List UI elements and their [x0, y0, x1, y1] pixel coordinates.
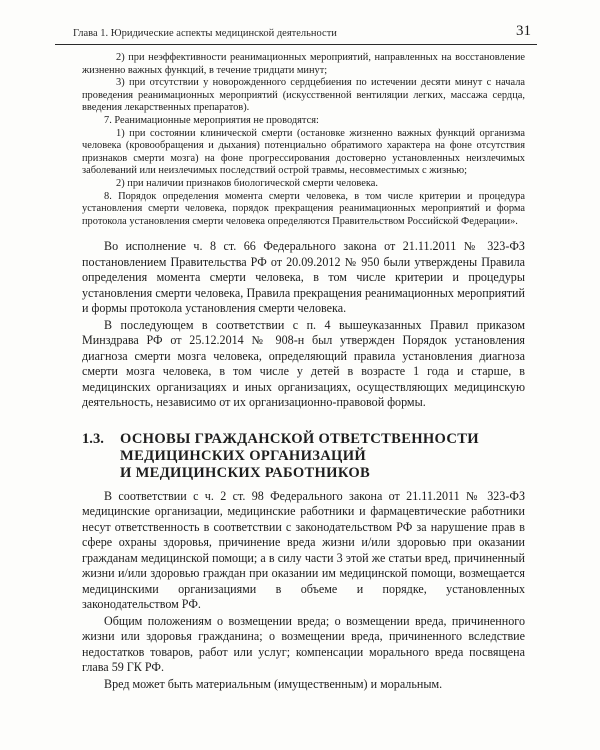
quote-paragraph: 2) при неэффективности реанимационных мероприятий, направленных на восстановление жизненно важных функций, в течение тридцати минут; [82, 52, 525, 76]
section-title-line: МЕДИЦИНСКИХ ОРГАНИЗАЦИЙ [120, 447, 367, 464]
quote-paragraph: 1) при состоянии клинической смерти (остановке жизненно важных функций организма человека (кровообращения и дыхания) потенциально обратимого характера на фоне отсутствия признаков смерти мозга) на фоне прогрессирования достоверно установленных неизлечимых заболеваний или неизлечимых последствий острой травмы, несовместимых с жизнью; [82, 127, 525, 177]
quoted-law-excerpt [82, 52, 525, 228]
body-paragraph: В соответствии с ч. 2 ст. 98 Федерального закона от 21.11.2011 № 323-ФЗ медицинские организации, медицинские работники и фармацевтические работники несут ответственность в соответствии с законодательством РФ за нарушение прав в сфере охраны здоровья, причинение вреда жизни и/или здоровью при оказании гражданам медицинской помощи; а в силу части 3 этой же статьи вред, причиненный жизни и/или здоровью граждан при оказании им медицинской помощи, возмещается медицинскими организациями в объеме и порядке, установленных законодательством РФ. [82, 488, 525, 612]
section-title-line: ОСНОВЫ ГРАЖДАНСКОЙ ОТВЕТСТВЕННОСТИ [120, 430, 479, 447]
body-paragraph: Во исполнение ч. 8 ст. 66 Федерального закона от 21.11.2011 № 323-ФЗ постановлением Правительства РФ от 20.09.2012 № 950 были утверждены Правила определения момента смерти человека, в том числе критерии и процедуры установления смерти человека, Правила прекращения реанимационных мероприятий и формы протокола установления смерти человека. [82, 239, 525, 316]
body-text-block-2 [82, 489, 525, 693]
quote-paragraph: 7. Реанимационные мероприятия не проводятся: [104, 114, 319, 126]
running-header [55, 22, 537, 45]
body-paragraph: В последующем в соответствии с п. 4 вышеуказанных Правил приказом Минздрава РФ от 25.12.2014 № 908-н был утвержден Порядок установления диагноза смерти мозга человека, определяющий правила установления диагноза смерти мозга человека, в том числе у детей в возрасте 1 года и старше, в медицинских организациях и иных организациях, осуществляющих медицинскую деятельность, независимо от их организационно-правовой формы. [82, 317, 525, 410]
section-number: 1.3. [82, 430, 104, 447]
body-paragraph: Общим положениям о возмещении вреда; о возмещении вреда, причиненного жизни или здоровья гражданина; о возмещении вреда, причиненного вследствие недостатков товаров, работ или услуг; компенсации морального вреда посвящена глава 59 ГК РФ. [82, 613, 525, 675]
section-heading [82, 431, 525, 482]
chapter-title: Глава 1. Юридические аспекты медицинской деятельности [73, 28, 337, 39]
section-title-line: И МЕДИЦИНСКИХ РАБОТНИКОВ [120, 464, 371, 481]
quote-paragraph: 8. Порядок определения момента смерти человека, в том числе критерии и процедура установления смерти человека, порядок прекращения реанимационных мероприятий и форма протокола установления смерти человека определяются Правительством Российской Федерации». [82, 190, 525, 227]
body-paragraph: Вред может быть материальным (имущественным) и моральным. [104, 676, 443, 691]
quote-paragraph: 3) при отсутствии у новорожденного сердцебиения по истечении десяти минут с начала проведения реанимационных мероприятий (искусственной вентиляции легких, массажа сердца, введения лекарственных препаратов). [82, 77, 525, 114]
body-text-block-1 [82, 239, 525, 411]
quote-paragraph: 2) при наличии признаков биологической смерти человека. [116, 177, 378, 189]
section-title [120, 431, 479, 482]
page-number: 31 [516, 23, 531, 39]
page-content [82, 52, 525, 692]
